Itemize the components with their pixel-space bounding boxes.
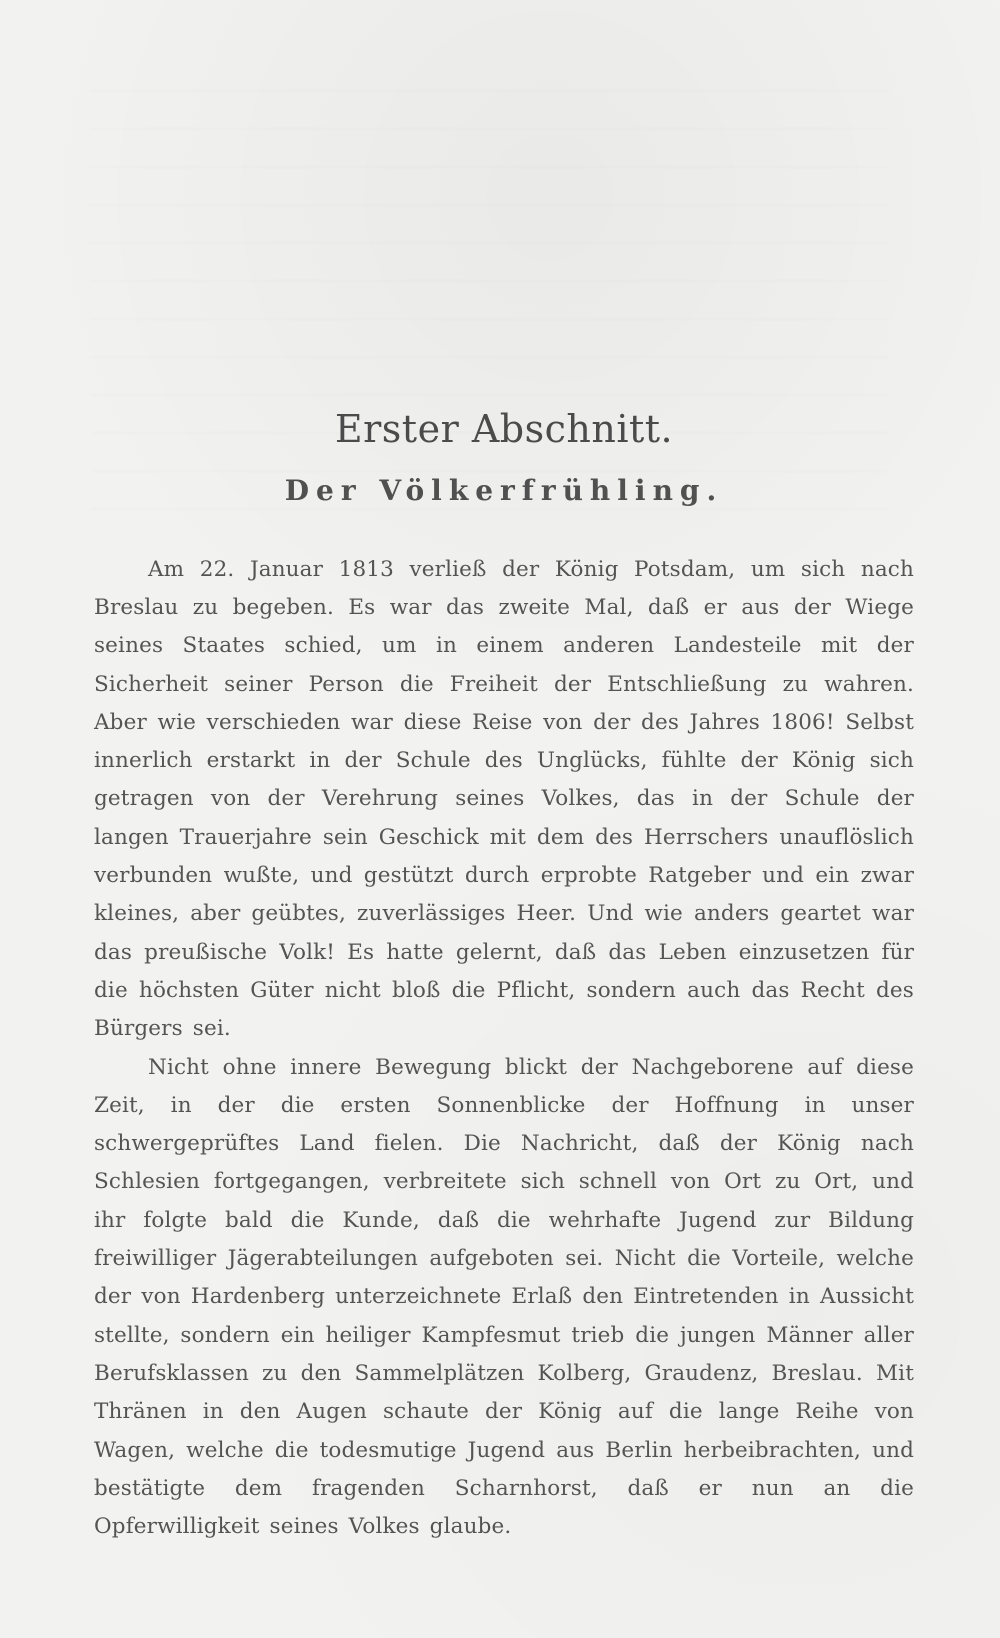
chapter-subtitle: Der Völkerfrühling. <box>284 473 724 507</box>
body-text <box>94 551 914 1547</box>
book-page-content <box>94 407 914 1546</box>
chapter-title: Erster Abschnitt. <box>334 407 674 451</box>
paragraph-2: Nicht ohne innere Bewegung blickt der Nachgeborene auf diese Zeit, in der die ersten Sonnenblicke der Hoffnung in unser schwergeprüftes Land fielen. Die Nachricht, daß der König nach Schlesien fortgegangen, verbreitete sich schnell von Ort zu Ort, und ihr folgte bald die Kunde, daß die wehrhafte Jugend zur Bildung freiwilliger Jägerabteilungen aufgeboten sei. Nicht die Vorteile, welche der von Hardenberg unterzeichnete Erlaß den Eintretenden in Aussicht stellte, sondern ein heiliger Kampfesmut trieb die jungen Männer aller Berufsklassen zu den Sammelplätzen Kolberg, Graudenz, Breslau. Mit Thränen in den Augen schaute der König auf die lange Reihe von Wagen, welche die todesmutige Jugend aus Berlin herbeibrachten, und bestätigte dem fragenden Scharnhorst, daß er nun an die Opferwilligkeit seines Volkes glaube. <box>94 1054 914 1540</box>
paragraph-1: Am 22. Januar 1813 verließ der König Potsdam, um sich nach Breslau zu begeben. Es war das zweite Mal, daß er aus der Wiege seines Staates schied, um in einem anderen Landesteile mit der Sicherheit seiner Person die Freiheit der Entschließung zu wahren. Aber wie verschieden war diese Reise von der des Jahres 1806! Selbst innerlich erstarkt in der Schule des Unglücks, fühlte der König sich getragen von der Verehrung seines Volkes, das in der Schule der langen Trauerjahre sein Geschick mit dem des Herrschers unauflöslich verbunden wußte, und gestützt durch erprobte Ratgeber und ein zwar kleines, aber geübtes, zuverlässiges Heer. Und wie anders geartet war das preußische Volk! Es hatte gelernt, daß das Leben einzusetzen für die höchsten Güter nicht bloß die Pflicht, sondern auch das Recht des Bürgers sei. <box>94 556 914 1042</box>
